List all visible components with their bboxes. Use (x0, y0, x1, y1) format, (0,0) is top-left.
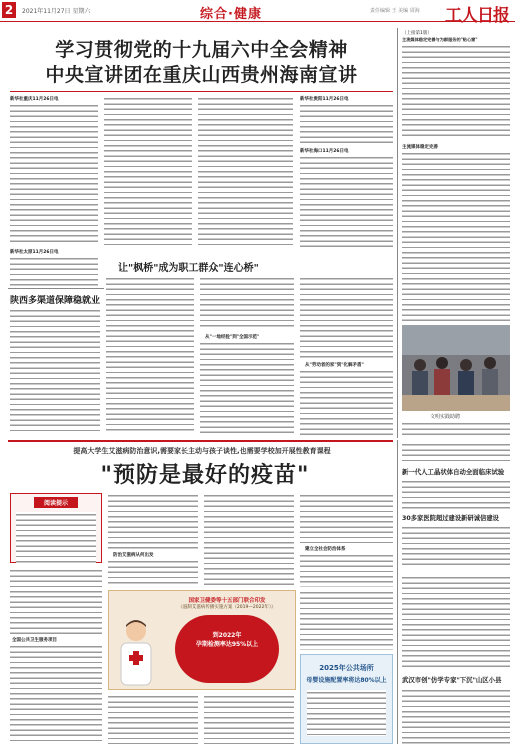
editor-credit: 责任编辑 王 美编 周海 (370, 8, 420, 14)
feature-column-4b (300, 553, 393, 587)
story-4-body (402, 688, 510, 744)
center-subhead-1: 从"一地经验"到"全国示范" (205, 335, 260, 340)
doctor-illustration-icon (113, 617, 159, 687)
story-2-body (402, 525, 510, 565)
center-story-column-1 (106, 276, 194, 434)
ad-box (300, 654, 393, 744)
feature-column-2b (108, 559, 198, 587)
right-column-text-1 (402, 44, 510, 140)
poster-title: 国家卫健委等十五部门联合印发 (188, 598, 266, 604)
feature-column-4 (300, 493, 393, 543)
dateline-guiyang: 新华社贵阳11月26日电 (300, 97, 349, 102)
center-story-headline: 让"枫桥"成为职工群众"连心桥" (118, 263, 259, 274)
story-4-headline: 武汉市创"仿学专家"下沉"山区小县 (402, 676, 502, 684)
center-story-column-2 (200, 276, 294, 328)
feature-column-2c (108, 694, 198, 744)
poster-highlight-badge (175, 615, 279, 683)
feature-column-1 (10, 568, 102, 634)
center-story-column-3b (300, 369, 393, 435)
right-column-divider (397, 28, 398, 438)
feature-section-3: 全国公共卫生服务项目 (12, 638, 57, 643)
lead-headline-line-1: 学习贯彻党的十九届六中全会精神 (55, 39, 348, 61)
dateline-chongqing: 新华社重庆11月26日电 (10, 97, 59, 102)
lead-story-column-2 (104, 96, 192, 246)
right-bottom-divider (397, 440, 398, 744)
poster-subtitle: 《遏制艾滋病传播实施方案（2019—2022年）》 (178, 605, 276, 610)
right-bottom-intro (402, 442, 510, 464)
photo-caption-text (402, 421, 510, 435)
page-number: 2 (2, 2, 16, 18)
reading-tip-label: 阅读提示 (34, 497, 78, 508)
lead-story-column-4b (300, 155, 393, 247)
poster-highlight-text: 到2022年 孕期检测率达95%以上 (195, 632, 259, 648)
lead-headline (14, 38, 389, 88)
feature-section-2: 建立全社会防治体系 (305, 547, 346, 552)
lead-headline-line-2: 中央宣讲团在重庆山西贵州海南宣讲 (45, 64, 358, 86)
section-title: 综合·健康 (200, 7, 262, 22)
right-bottom-top-stories (402, 442, 510, 572)
left-story-body (10, 308, 100, 435)
photo-scene (402, 325, 510, 411)
feature-column-1b (10, 644, 102, 744)
photo-caption: 文明实践助聘 (430, 414, 461, 420)
left-story-rule (8, 288, 104, 289)
right-kicker: （上接第1版） (402, 31, 432, 36)
feature-column-3 (204, 493, 294, 587)
story-2-headline: 30多家医院超过建设新研诚信建设 (402, 515, 499, 522)
newspaper-logo: 工人日报 (445, 6, 509, 26)
reading-tip-box (10, 493, 102, 563)
left-story-headline: 陕西多渠道保障稳就业 (10, 296, 101, 306)
center-story-column-2b (200, 341, 294, 435)
feature-column-2 (108, 493, 198, 549)
right-subhead-1: 主流媒体稳定完善与为群服务的"贴心窗" (402, 37, 478, 42)
lead-story-column-3 (198, 96, 293, 246)
lead-story-column-1 (10, 103, 98, 245)
ad-headline-2: 母婴设施配置率将达80%以上 (306, 677, 387, 684)
lead-rule (10, 91, 393, 92)
feature-column-4c (300, 590, 393, 650)
feature-section-1: 防治艾滋病从何出发 (113, 553, 154, 558)
dateline-haikou: 新华社海口11月26日电 (300, 149, 349, 154)
ad-body (307, 690, 386, 736)
right-subhead-2: 主流媒体稳定完善 (402, 145, 438, 150)
ad-headline-1: 2025年公共场所 (319, 664, 374, 672)
issue-date: 2021年11月27日 星期六 (22, 8, 91, 15)
right-bottom-column (402, 575, 510, 671)
lead-story-column-4 (300, 103, 393, 143)
feature-column-3c (204, 694, 294, 744)
feature-headline: "预防是最好的疫苗" (100, 463, 310, 488)
feature-kicker: 提高大学生艾滋病防治意识,需要家长主动与孩子谈性,也需要学校加开展性教育课程 (73, 447, 331, 455)
right-column-text-2 (402, 151, 510, 321)
lead-story-column-1b (10, 256, 98, 286)
center-story-column-3 (300, 276, 393, 358)
right-column-photo (402, 325, 510, 411)
story-1-headline: 新一代人工晶状体自动全面临床试验 (402, 468, 505, 476)
reading-tip-text (16, 512, 96, 566)
center-subhead-2: 从"劳动者的家"到"化解矛盾" (305, 363, 364, 368)
policy-poster (108, 590, 296, 690)
story-1-body (402, 479, 510, 509)
feature-top-rule (8, 440, 393, 442)
dateline-taiyuan: 新华社太原11月26日电 (10, 250, 59, 255)
